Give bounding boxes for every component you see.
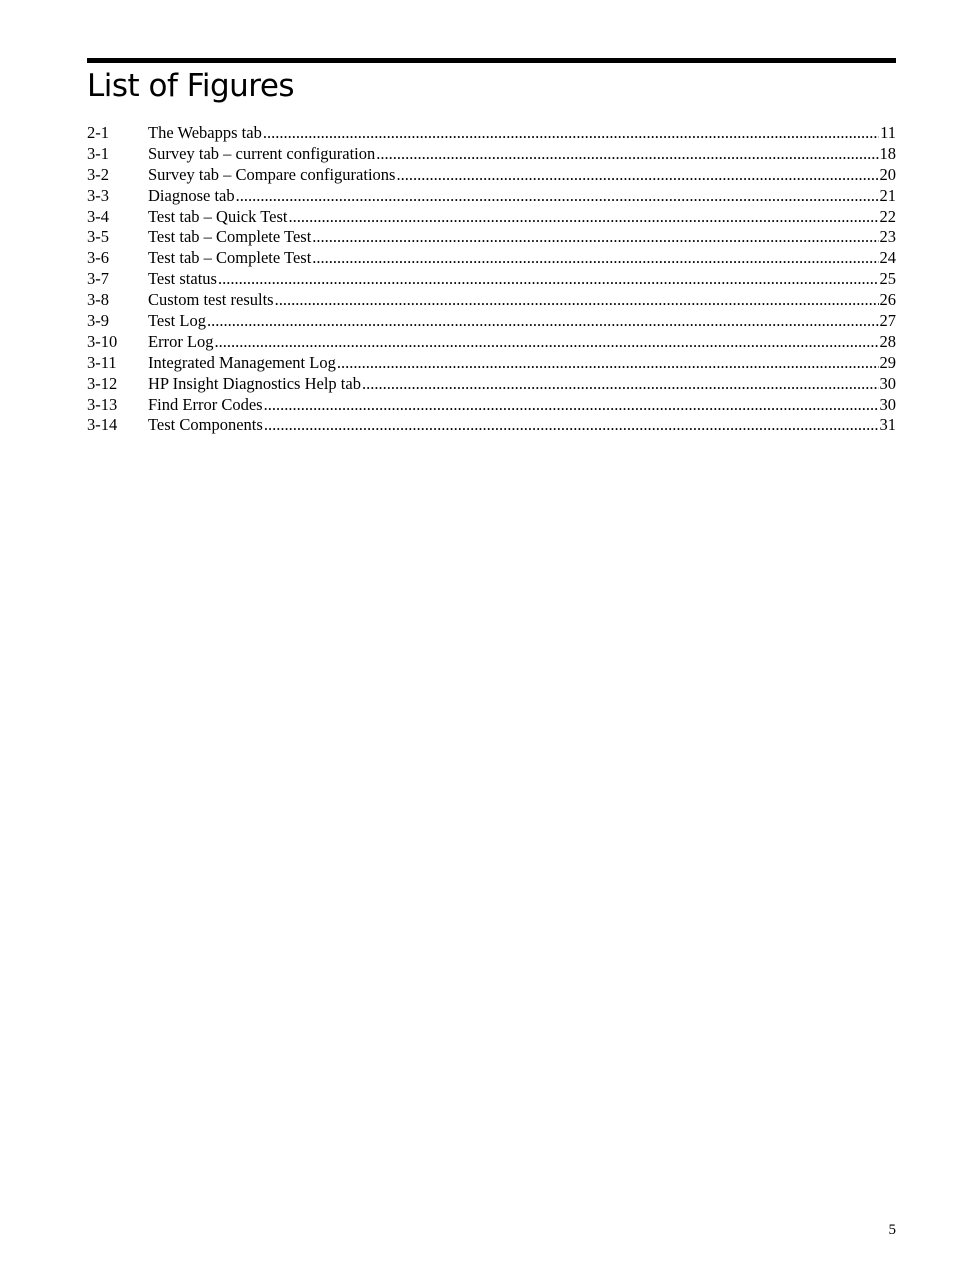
figure-title: Test status (148, 269, 217, 289)
figure-number: 3-10 (87, 331, 118, 351)
figure-number: 3-9 (87, 311, 109, 331)
figure-page: 20 (879, 164, 896, 184)
toc-entry-3-2[interactable] (87, 165, 896, 186)
figure-number: 3-1 (87, 143, 109, 163)
figure-page: 31 (879, 415, 896, 435)
figure-title: Find Error Codes (148, 394, 263, 414)
dot-leader (264, 415, 879, 436)
figure-page: 29 (879, 352, 896, 372)
toc-entry-3-11[interactable] (87, 353, 896, 374)
figure-page: 26 (879, 290, 896, 310)
figure-page: 24 (879, 248, 896, 268)
figure-number: 3-11 (87, 352, 117, 372)
figure-title: HP Insight Diagnostics Help tab (148, 373, 361, 393)
figure-page: 25 (879, 269, 896, 289)
figure-title: Test tab – Complete Test (148, 248, 312, 268)
figure-title: Test tab – Complete Test (148, 227, 312, 247)
figure-title: Custom test results (148, 290, 274, 310)
dot-leader (207, 311, 879, 332)
toc-entry-3-5[interactable] (87, 227, 896, 248)
toc-entry-3-6[interactable] (87, 248, 896, 269)
figure-number: 2-1 (87, 123, 109, 142)
figure-number: 3-13 (87, 394, 118, 414)
figure-page: 28 (879, 331, 896, 351)
toc-entry-3-12[interactable] (87, 374, 896, 395)
figure-title: Diagnose tab (148, 185, 235, 205)
figure-page: 11 (880, 123, 896, 142)
figure-number: 3-3 (87, 185, 109, 205)
figure-title: The Webapps tab (148, 123, 262, 142)
figure-title: Survey tab – Compare configurations (148, 164, 396, 184)
toc-entry-3-3[interactable] (87, 186, 896, 207)
figure-number: 3-5 (87, 227, 109, 247)
figure-page: 22 (879, 206, 896, 226)
dot-leader (264, 395, 879, 416)
figure-title: Integrated Management Log (148, 352, 336, 372)
dot-leader (376, 144, 878, 165)
header-rule (87, 58, 896, 63)
page-number: 5 (888, 1222, 896, 1238)
figure-number: 3-12 (87, 373, 118, 393)
figure-page: 27 (879, 311, 896, 331)
toc-entry-3-14[interactable] (87, 415, 896, 436)
figure-page: 30 (879, 394, 896, 414)
figure-page: 23 (879, 227, 896, 247)
figure-title: Test Log (148, 311, 206, 331)
figure-page: 21 (879, 185, 896, 205)
dot-leader (215, 332, 879, 353)
dot-leader (337, 353, 879, 374)
list-of-figures (87, 123, 896, 436)
figure-number: 3-2 (87, 164, 109, 184)
dot-leader (236, 186, 879, 207)
dot-leader (218, 269, 879, 290)
dot-leader (312, 227, 878, 248)
toc-entry-3-7[interactable] (87, 269, 896, 290)
dot-leader (312, 248, 878, 269)
figure-number: 3-4 (87, 206, 109, 226)
dot-leader (263, 123, 879, 144)
dot-leader (288, 207, 878, 228)
toc-entry-3-9[interactable] (87, 311, 896, 332)
figure-title: Error Log (148, 331, 214, 351)
figure-number: 3-14 (87, 415, 118, 435)
figure-number: 3-6 (87, 248, 109, 268)
dot-leader (275, 290, 879, 311)
figure-title: Test tab – Quick Test (148, 206, 288, 226)
toc-entry-3-13[interactable] (87, 395, 896, 416)
toc-entry-3-1[interactable] (87, 144, 896, 165)
toc-entry-3-10[interactable] (87, 332, 896, 353)
dot-leader (396, 165, 878, 186)
dot-leader (362, 374, 879, 395)
figure-title: Survey tab – current configuration (148, 143, 376, 163)
figure-number: 3-7 (87, 269, 109, 289)
toc-entry-2-1[interactable] (87, 123, 896, 144)
figure-page: 30 (879, 373, 896, 393)
figure-title: Test Components (148, 415, 263, 435)
figure-number: 3-8 (87, 290, 109, 310)
figure-page: 18 (879, 143, 896, 163)
toc-entry-3-4[interactable] (87, 207, 896, 228)
toc-entry-3-8[interactable] (87, 290, 896, 311)
page-title: List of Figures (87, 68, 295, 104)
